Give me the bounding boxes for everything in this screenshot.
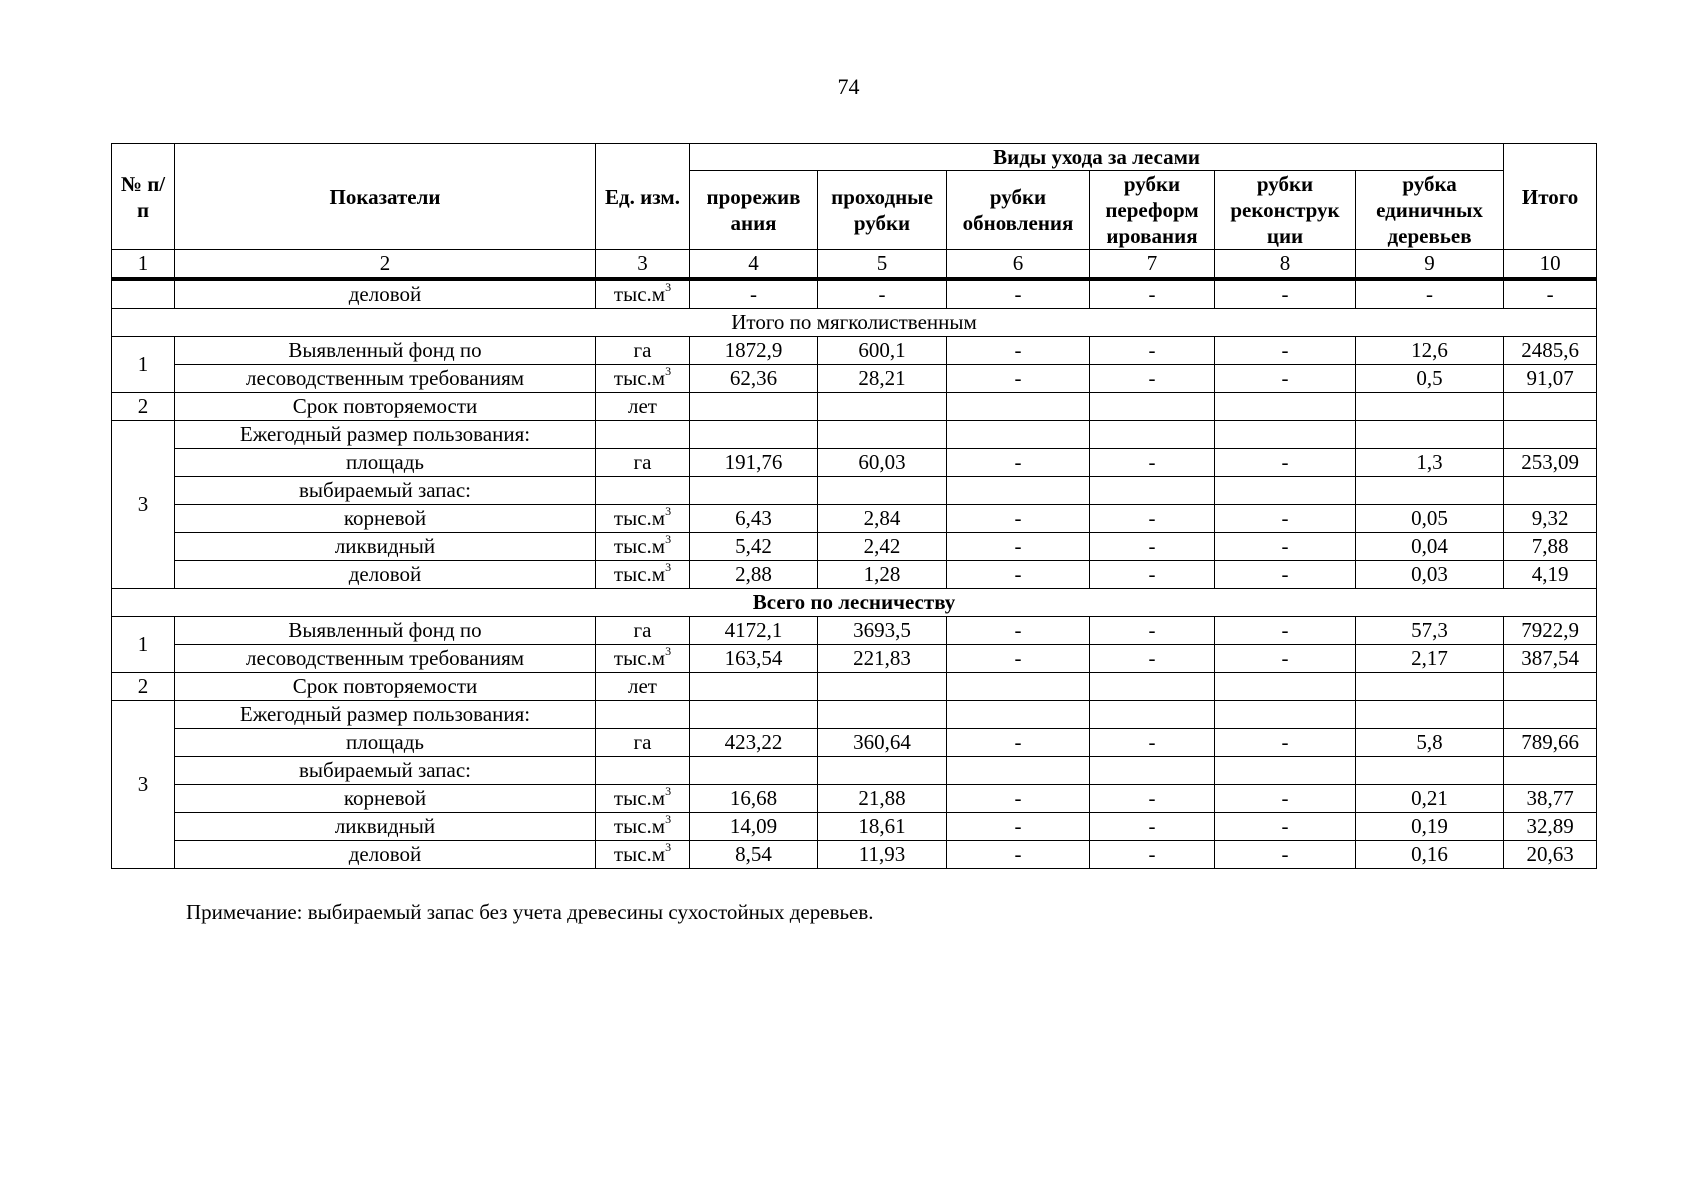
section-title-row: [112, 309, 1597, 337]
empty-cell: [1090, 673, 1215, 701]
header-col-numbers: [112, 250, 1597, 280]
row-unit: [596, 841, 690, 869]
row-label: деловой: [175, 279, 596, 309]
empty-cell: [1504, 393, 1597, 421]
table-row: [112, 841, 1597, 869]
row-unit: [596, 785, 690, 813]
row-label: Срок повторяемости: [175, 673, 596, 701]
unit-text: тыс.м: [613, 534, 666, 558]
value-cell: -: [1090, 365, 1215, 393]
value-cell: 253,09: [1504, 449, 1597, 477]
row-unit: [596, 561, 690, 589]
value-cell: -: [1090, 505, 1215, 533]
value-cell: -: [1356, 279, 1504, 309]
value-cell: 191,76: [690, 449, 818, 477]
row-label: Выявленный фонд по: [175, 337, 596, 365]
value-cell: 12,6: [1356, 337, 1504, 365]
value-cell: 789,66: [1504, 729, 1597, 757]
column-number: 6: [947, 250, 1090, 280]
row-unit: [596, 477, 690, 505]
empty-cell: [1090, 757, 1215, 785]
value-cell: 3693,5: [818, 617, 947, 645]
value-cell: -: [1090, 813, 1215, 841]
value-cell: 7922,9: [1504, 617, 1597, 645]
empty-cell: [818, 421, 947, 449]
row-label: деловой: [175, 561, 596, 589]
value-cell: -: [947, 645, 1090, 673]
value-cell: -: [1215, 729, 1356, 757]
row-unit: [596, 279, 690, 309]
row-unit: [596, 813, 690, 841]
table-row: [112, 701, 1597, 729]
value-cell: -: [947, 279, 1090, 309]
row-no: 2: [112, 673, 175, 701]
table-row: [112, 561, 1597, 589]
value-cell: 9,32: [1504, 505, 1597, 533]
empty-cell: [818, 701, 947, 729]
value-cell: 8,54: [690, 841, 818, 869]
table-row: [112, 785, 1597, 813]
value-cell: -: [1215, 645, 1356, 673]
value-cell: -: [947, 841, 1090, 869]
value-cell: 221,83: [818, 645, 947, 673]
value-cell: -: [1215, 337, 1356, 365]
value-cell: -: [690, 279, 818, 309]
value-cell: -: [1215, 505, 1356, 533]
empty-cell: [690, 421, 818, 449]
value-cell: 2485,6: [1504, 337, 1597, 365]
empty-cell: [1504, 421, 1597, 449]
unit-text: тыс.м: [613, 562, 666, 586]
value-cell: -: [1215, 365, 1356, 393]
empty-cell: [818, 757, 947, 785]
value-cell: -: [1215, 617, 1356, 645]
value-cell: 0,05: [1356, 505, 1504, 533]
table-row: [112, 365, 1597, 393]
empty-cell: [818, 393, 947, 421]
table-row: [112, 729, 1597, 757]
column-number: 1: [112, 250, 175, 280]
empty-cell: [1504, 673, 1597, 701]
empty-cell: [1356, 421, 1504, 449]
table-note: Примечание: выбираемый запас без учета древесины сухостойных деревьев.: [186, 900, 874, 924]
value-cell: -: [947, 561, 1090, 589]
header-care-types: Виды ухода за лесами: [690, 144, 1504, 171]
value-cell: 14,09: [690, 813, 818, 841]
unit-text: тыс.м: [613, 366, 666, 390]
value-cell: 57,3: [1356, 617, 1504, 645]
column-number: 7: [1090, 250, 1215, 280]
value-cell: 5,42: [690, 533, 818, 561]
row-label: Выявленный фонд по: [175, 617, 596, 645]
empty-cell: [818, 477, 947, 505]
value-cell: -: [1215, 813, 1356, 841]
unit-superscript: 3: [665, 812, 672, 826]
empty-cell: [690, 393, 818, 421]
row-label: лесоводственным требованиям: [175, 365, 596, 393]
value-cell: 1872,9: [690, 337, 818, 365]
unit-text: тыс.м: [613, 282, 666, 306]
header-row-1: [112, 144, 1597, 171]
row-unit: [596, 645, 690, 673]
header-care-type: рубка единичных деревьев: [1356, 171, 1504, 250]
value-cell: -: [1215, 561, 1356, 589]
value-cell: 2,42: [818, 533, 947, 561]
column-number: 9: [1356, 250, 1504, 280]
value-cell: -: [947, 505, 1090, 533]
row-label: Срок повторяемости: [175, 393, 596, 421]
empty-cell: [1215, 701, 1356, 729]
table-row: [112, 449, 1597, 477]
empty-cell: [1504, 701, 1597, 729]
row-unit: га: [596, 729, 690, 757]
table-row: [112, 337, 1597, 365]
table-row: [112, 505, 1597, 533]
table-row: [112, 813, 1597, 841]
value-cell: -: [947, 785, 1090, 813]
column-number: 3: [596, 250, 690, 280]
unit-text: тыс.м: [613, 814, 666, 838]
value-cell: 16,68: [690, 785, 818, 813]
table-row: [112, 617, 1597, 645]
value-cell: -: [1215, 841, 1356, 869]
value-cell: -: [1090, 841, 1215, 869]
unit-superscript: 3: [665, 504, 672, 518]
value-cell: 1,3: [1356, 449, 1504, 477]
section-title-row: [112, 589, 1597, 617]
empty-cell: [690, 477, 818, 505]
value-cell: 600,1: [818, 337, 947, 365]
value-cell: 0,04: [1356, 533, 1504, 561]
unit-superscript: 3: [665, 280, 672, 294]
value-cell: -: [1090, 561, 1215, 589]
value-cell: 4172,1: [690, 617, 818, 645]
row-label: площадь: [175, 449, 596, 477]
row-label: площадь: [175, 729, 596, 757]
value-cell: 91,07: [1504, 365, 1597, 393]
row-unit: [596, 365, 690, 393]
row-no: [112, 279, 175, 309]
empty-cell: [947, 673, 1090, 701]
empty-cell: [690, 757, 818, 785]
table-row: [112, 757, 1597, 785]
row-label: корневой: [175, 785, 596, 813]
value-cell: 38,77: [1504, 785, 1597, 813]
value-cell: -: [947, 365, 1090, 393]
header-care-type: рубки переформ ирования: [1090, 171, 1215, 250]
header-care-type: прорежив ания: [690, 171, 818, 250]
empty-cell: [1356, 701, 1504, 729]
empty-cell: [1090, 477, 1215, 505]
empty-cell: [690, 673, 818, 701]
unit-superscript: 3: [665, 364, 672, 378]
value-cell: 4,19: [1504, 561, 1597, 589]
header-total: Итого: [1504, 144, 1597, 250]
value-cell: -: [1090, 533, 1215, 561]
row-unit: [596, 701, 690, 729]
value-cell: 6,43: [690, 505, 818, 533]
table-row: [112, 477, 1597, 505]
column-number: 10: [1504, 250, 1597, 280]
value-cell: 0,5: [1356, 365, 1504, 393]
value-cell: 360,64: [818, 729, 947, 757]
value-cell: 1,28: [818, 561, 947, 589]
empty-cell: [1215, 421, 1356, 449]
section-title: Итого по мягколиственным: [112, 309, 1597, 337]
header-care-type: рубки реконструк ции: [1215, 171, 1356, 250]
empty-cell: [1504, 757, 1597, 785]
row-label: корневой: [175, 505, 596, 533]
table-row: [112, 533, 1597, 561]
value-cell: 60,03: [818, 449, 947, 477]
table-row: [112, 393, 1597, 421]
table-row: [112, 673, 1597, 701]
header-no: № п/п: [112, 144, 175, 250]
value-cell: 163,54: [690, 645, 818, 673]
unit-text: га: [633, 338, 652, 362]
value-cell: 28,21: [818, 365, 947, 393]
page-number: 74: [837, 74, 860, 99]
value-cell: -: [1090, 449, 1215, 477]
value-cell: 62,36: [690, 365, 818, 393]
row-no: 1: [112, 337, 175, 393]
row-unit: лет: [596, 673, 690, 701]
value-cell: 2,17: [1356, 645, 1504, 673]
value-cell: 21,88: [818, 785, 947, 813]
row-label: ликвидный: [175, 813, 596, 841]
row-unit: [596, 421, 690, 449]
row-label: выбираемый запас:: [175, 757, 596, 785]
value-cell: -: [1215, 533, 1356, 561]
row-label: деловой: [175, 841, 596, 869]
column-number: 5: [818, 250, 947, 280]
unit-text: тыс.м: [613, 786, 666, 810]
unit-superscript: 3: [665, 840, 672, 854]
value-cell: 0,16: [1356, 841, 1504, 869]
value-cell: -: [947, 449, 1090, 477]
empty-cell: [1356, 393, 1504, 421]
empty-cell: [1356, 477, 1504, 505]
value-cell: -: [1090, 785, 1215, 813]
value-cell: -: [1090, 645, 1215, 673]
empty-cell: [947, 757, 1090, 785]
empty-cell: [1215, 393, 1356, 421]
value-cell: 0,19: [1356, 813, 1504, 841]
value-cell: 18,61: [818, 813, 947, 841]
value-cell: -: [1215, 279, 1356, 309]
empty-cell: [1356, 757, 1504, 785]
row-unit: лет: [596, 393, 690, 421]
empty-cell: [1090, 701, 1215, 729]
value-cell: 423,22: [690, 729, 818, 757]
value-cell: -: [1215, 449, 1356, 477]
value-cell: -: [1090, 279, 1215, 309]
header-indicators: Показатели: [175, 144, 596, 250]
row-no: 1: [112, 617, 175, 673]
empty-cell: [1215, 673, 1356, 701]
row-label: выбираемый запас:: [175, 477, 596, 505]
value-cell: 5,8: [1356, 729, 1504, 757]
row-label: лесоводственным требованиям: [175, 645, 596, 673]
value-cell: 0,21: [1356, 785, 1504, 813]
value-cell: -: [947, 813, 1090, 841]
row-unit: [596, 505, 690, 533]
value-cell: 11,93: [818, 841, 947, 869]
column-number: 2: [175, 250, 596, 280]
empty-cell: [947, 393, 1090, 421]
value-cell: 2,88: [690, 561, 818, 589]
row-label: ликвидный: [175, 533, 596, 561]
table-row: [112, 421, 1597, 449]
empty-cell: [690, 701, 818, 729]
header-care-type: проходные рубки: [818, 171, 947, 250]
row-no: 3: [112, 701, 175, 869]
column-number: 8: [1215, 250, 1356, 280]
value-cell: -: [947, 337, 1090, 365]
row-unit: га: [596, 449, 690, 477]
unit-text: тыс.м: [613, 506, 666, 530]
forest-care-table: [111, 143, 1597, 869]
section-title: Всего по лесничеству: [112, 589, 1597, 617]
value-cell: -: [947, 729, 1090, 757]
value-cell: -: [1215, 785, 1356, 813]
value-cell: -: [947, 533, 1090, 561]
value-cell: -: [1504, 279, 1597, 309]
row-unit: [596, 337, 690, 365]
value-cell: 0,03: [1356, 561, 1504, 589]
unit-superscript: 3: [665, 784, 672, 798]
empty-cell: [947, 477, 1090, 505]
empty-cell: [1504, 477, 1597, 505]
row-unit: [596, 757, 690, 785]
empty-cell: [1090, 393, 1215, 421]
empty-cell: [947, 701, 1090, 729]
empty-cell: [818, 673, 947, 701]
empty-cell: [947, 421, 1090, 449]
row-unit: [596, 617, 690, 645]
value-cell: -: [1090, 729, 1215, 757]
header-care-type: рубки обновления: [947, 171, 1090, 250]
unit-superscript: 3: [665, 532, 672, 546]
header-unit: Ед. изм.: [596, 144, 690, 250]
table-row: [112, 645, 1597, 673]
value-cell: -: [1090, 617, 1215, 645]
column-number: 4: [690, 250, 818, 280]
unit-superscript: 3: [665, 560, 672, 574]
row-no: 3: [112, 421, 175, 589]
unit-text: тыс.м: [613, 842, 666, 866]
unit-superscript: 3: [665, 644, 672, 658]
unit-text: га: [633, 618, 652, 642]
value-cell: -: [947, 617, 1090, 645]
value-cell: 2,84: [818, 505, 947, 533]
unit-text: тыс.м: [613, 646, 666, 670]
row-label: Ежегодный размер пользования:: [175, 701, 596, 729]
value-cell: -: [1090, 337, 1215, 365]
empty-cell: [1215, 757, 1356, 785]
empty-cell: [1356, 673, 1504, 701]
value-cell: 387,54: [1504, 645, 1597, 673]
value-cell: -: [818, 279, 947, 309]
value-cell: 32,89: [1504, 813, 1597, 841]
empty-cell: [1215, 477, 1356, 505]
table-row: [112, 279, 1597, 309]
row-unit: [596, 533, 690, 561]
row-label: Ежегодный размер пользования:: [175, 421, 596, 449]
value-cell: 20,63: [1504, 841, 1597, 869]
empty-cell: [1090, 421, 1215, 449]
row-no: 2: [112, 393, 175, 421]
value-cell: 7,88: [1504, 533, 1597, 561]
